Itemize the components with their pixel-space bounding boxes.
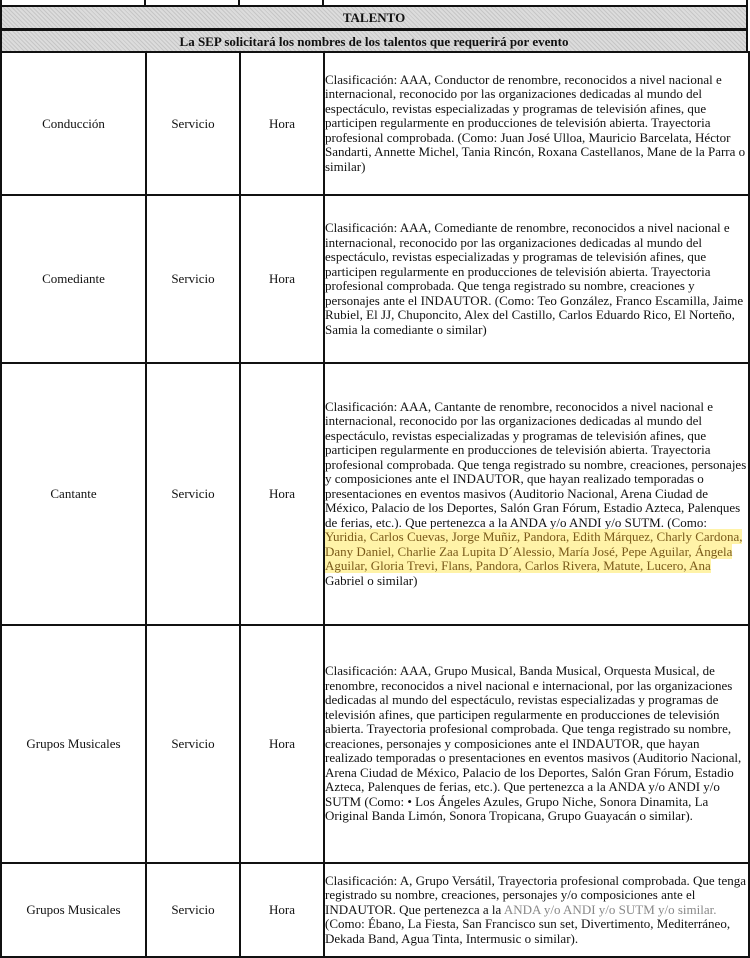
- concepto-cell: Cantante: [1, 363, 146, 625]
- descripcion-cell: [324, 863, 749, 957]
- unidad-cell: Hora: [240, 625, 324, 863]
- tipo-cell: Servicio: [146, 52, 240, 195]
- concepto-cell: Grupos Musicales: [1, 863, 146, 957]
- table-row: [1, 52, 749, 195]
- unidad-cell: Hora: [240, 363, 324, 625]
- faded-text: ANDA y/o ANDI y/o SUTM y/o similar.: [503, 901, 717, 917]
- section-title: TALENTO: [0, 5, 748, 30]
- talent-table: [0, 51, 750, 958]
- tipo-cell: Servicio: [146, 195, 240, 363]
- unidad-cell: Hora: [240, 52, 324, 195]
- table-row: [1, 363, 749, 625]
- descripcion-text-end: (Como: Ébano, La Fiesta, San Francisco sun set, Divertimento, Mediterráneo, Dekada Band, Agua Tinta, Intermusic o similar).: [325, 916, 731, 946]
- table-row: [1, 625, 749, 863]
- table-row: [1, 195, 749, 363]
- descripcion-text: Clasificación: AAA, Cantante de renombre, reconocidos a nivel nacional e internacional, reconocido por las organizaciones dedicadas al mundo del espectáculo, revistas especializadas y programas de televisión afines, que participen regularmente en producciones de televisión abierta. Trayectoria profesional comprobada. Que tenga registrado su nombre, creaciones, personajes y composiciones ante el INDAUTOR, que hayan realizado temporadas o presentaciones en eventos masivos (Auditorio Nacional, Arena Ciudad de México, Palacio de los Deportes, Salón Gran Fórum, Estadio Azteca, Palenques de ferias, etc.). Que pertenezca a la ANDA y/o ANDI y/o SUTM. (Como:: [325, 398, 747, 530]
- tipo-cell: Servicio: [146, 863, 240, 957]
- descripcion-cell: Clasificación: AAA, Grupo Musical, Banda Musical, Orquesta Musical, de renombre, reconocidos a nivel nacional e internacional, por las organizaciones dedicadas al mundo del espectáculo, revistas especializadas y programas de televisión afines, que participen regularmente en producciones de televisión abierta. Trayectoria profesional comprobada. Que tenga registrado su nombre, creaciones, personajes y composiciones ante el INDAUTOR, que hayan realizado temporadas o presentaciones en eventos masivos (Auditorio Nacional, Arena Ciudad de México, Palacio de los Deportes, Salón Gran Fórum, Estadio Azteca, Palenques de ferias, etc.). Que pertenezca a la ANDA y/o ANDI y/o SUTM (Como: • Los Ángeles Azules, Grupo Niche, Sonora Dinamita, La Original Banda Limón, Sonora Tropicana, Grupo Guayacán o similar).: [324, 625, 749, 863]
- descripcion-cell: Clasificación: AAA, Comediante de renombre, reconocidos a nivel nacional e internacional, reconocido por las organizaciones dedicadas al mundo del espectáculo, revistas especializadas y programas de televisión afines, que participen regularmente en producciones de televisión abierta. Trayectoria profesional comprobada. Que tenga registrado su nombre, creaciones y personajes ante el INDAUTOR. (Como: Teo González, Franco Escamilla, Jaime Rubiel, El JJ, Chuponcito, Alex del Castillo, Carlos Eduardo Rico, El Norteño, Samia la comediante o similar): [324, 195, 749, 363]
- tipo-cell: Servicio: [146, 625, 240, 863]
- descripcion-cell: Clasificación: AAA, Conductor de renombre, reconocidos a nivel nacional e internacional, reconocido por las organizaciones dedicadas al mundo del espectáculo, revistas especializadas y programas de televisión afines, que participen regularmente en producciones de televisión abierta. Trayectoria profesional comprobada. (Como: Juan José Ulloa, Mauricio Barcelata, Héctor Sandarti, Annette Michel, Tania Rincón, Roxana Castellanos, Mane de la Parra o similar): [324, 52, 749, 195]
- concepto-cell: Grupos Musicales: [1, 625, 146, 863]
- table-row: [1, 863, 749, 957]
- descripcion-cell: [324, 363, 749, 625]
- highlighted-names: Yuridia, Carlos Cuevas, Jorge Muñiz, Pandora, Edith Márquez, Charly Cardona, Dany Daniel, Charlie Zaa Lupita D´Alessio, María José, Pepe Aguilar, Ángela Aguilar, Gloria Trevi, Flans, Pandora, Carlos Rivera, Matute, Lucero, Ana: [325, 529, 743, 574]
- unidad-cell: Hora: [240, 863, 324, 957]
- descripcion-text: Clasificación: A, Grupo Versátil, Trayectoria profesional comprobada. Que tenga registrado su nombre, creaciones, personajes y/o composiciones ante el INDAUTOR. Que pertenezca a la: [325, 872, 747, 917]
- concepto-cell: Conducción: [1, 52, 146, 195]
- concepto-cell: Comediante: [1, 195, 146, 363]
- descripcion-text-end: Gabriel o similar): [325, 572, 418, 588]
- unidad-cell: Hora: [240, 195, 324, 363]
- section-subtitle: La SEP solicitará los nombres de los talentos que requerirá por evento: [0, 29, 748, 53]
- tipo-cell: Servicio: [146, 363, 240, 625]
